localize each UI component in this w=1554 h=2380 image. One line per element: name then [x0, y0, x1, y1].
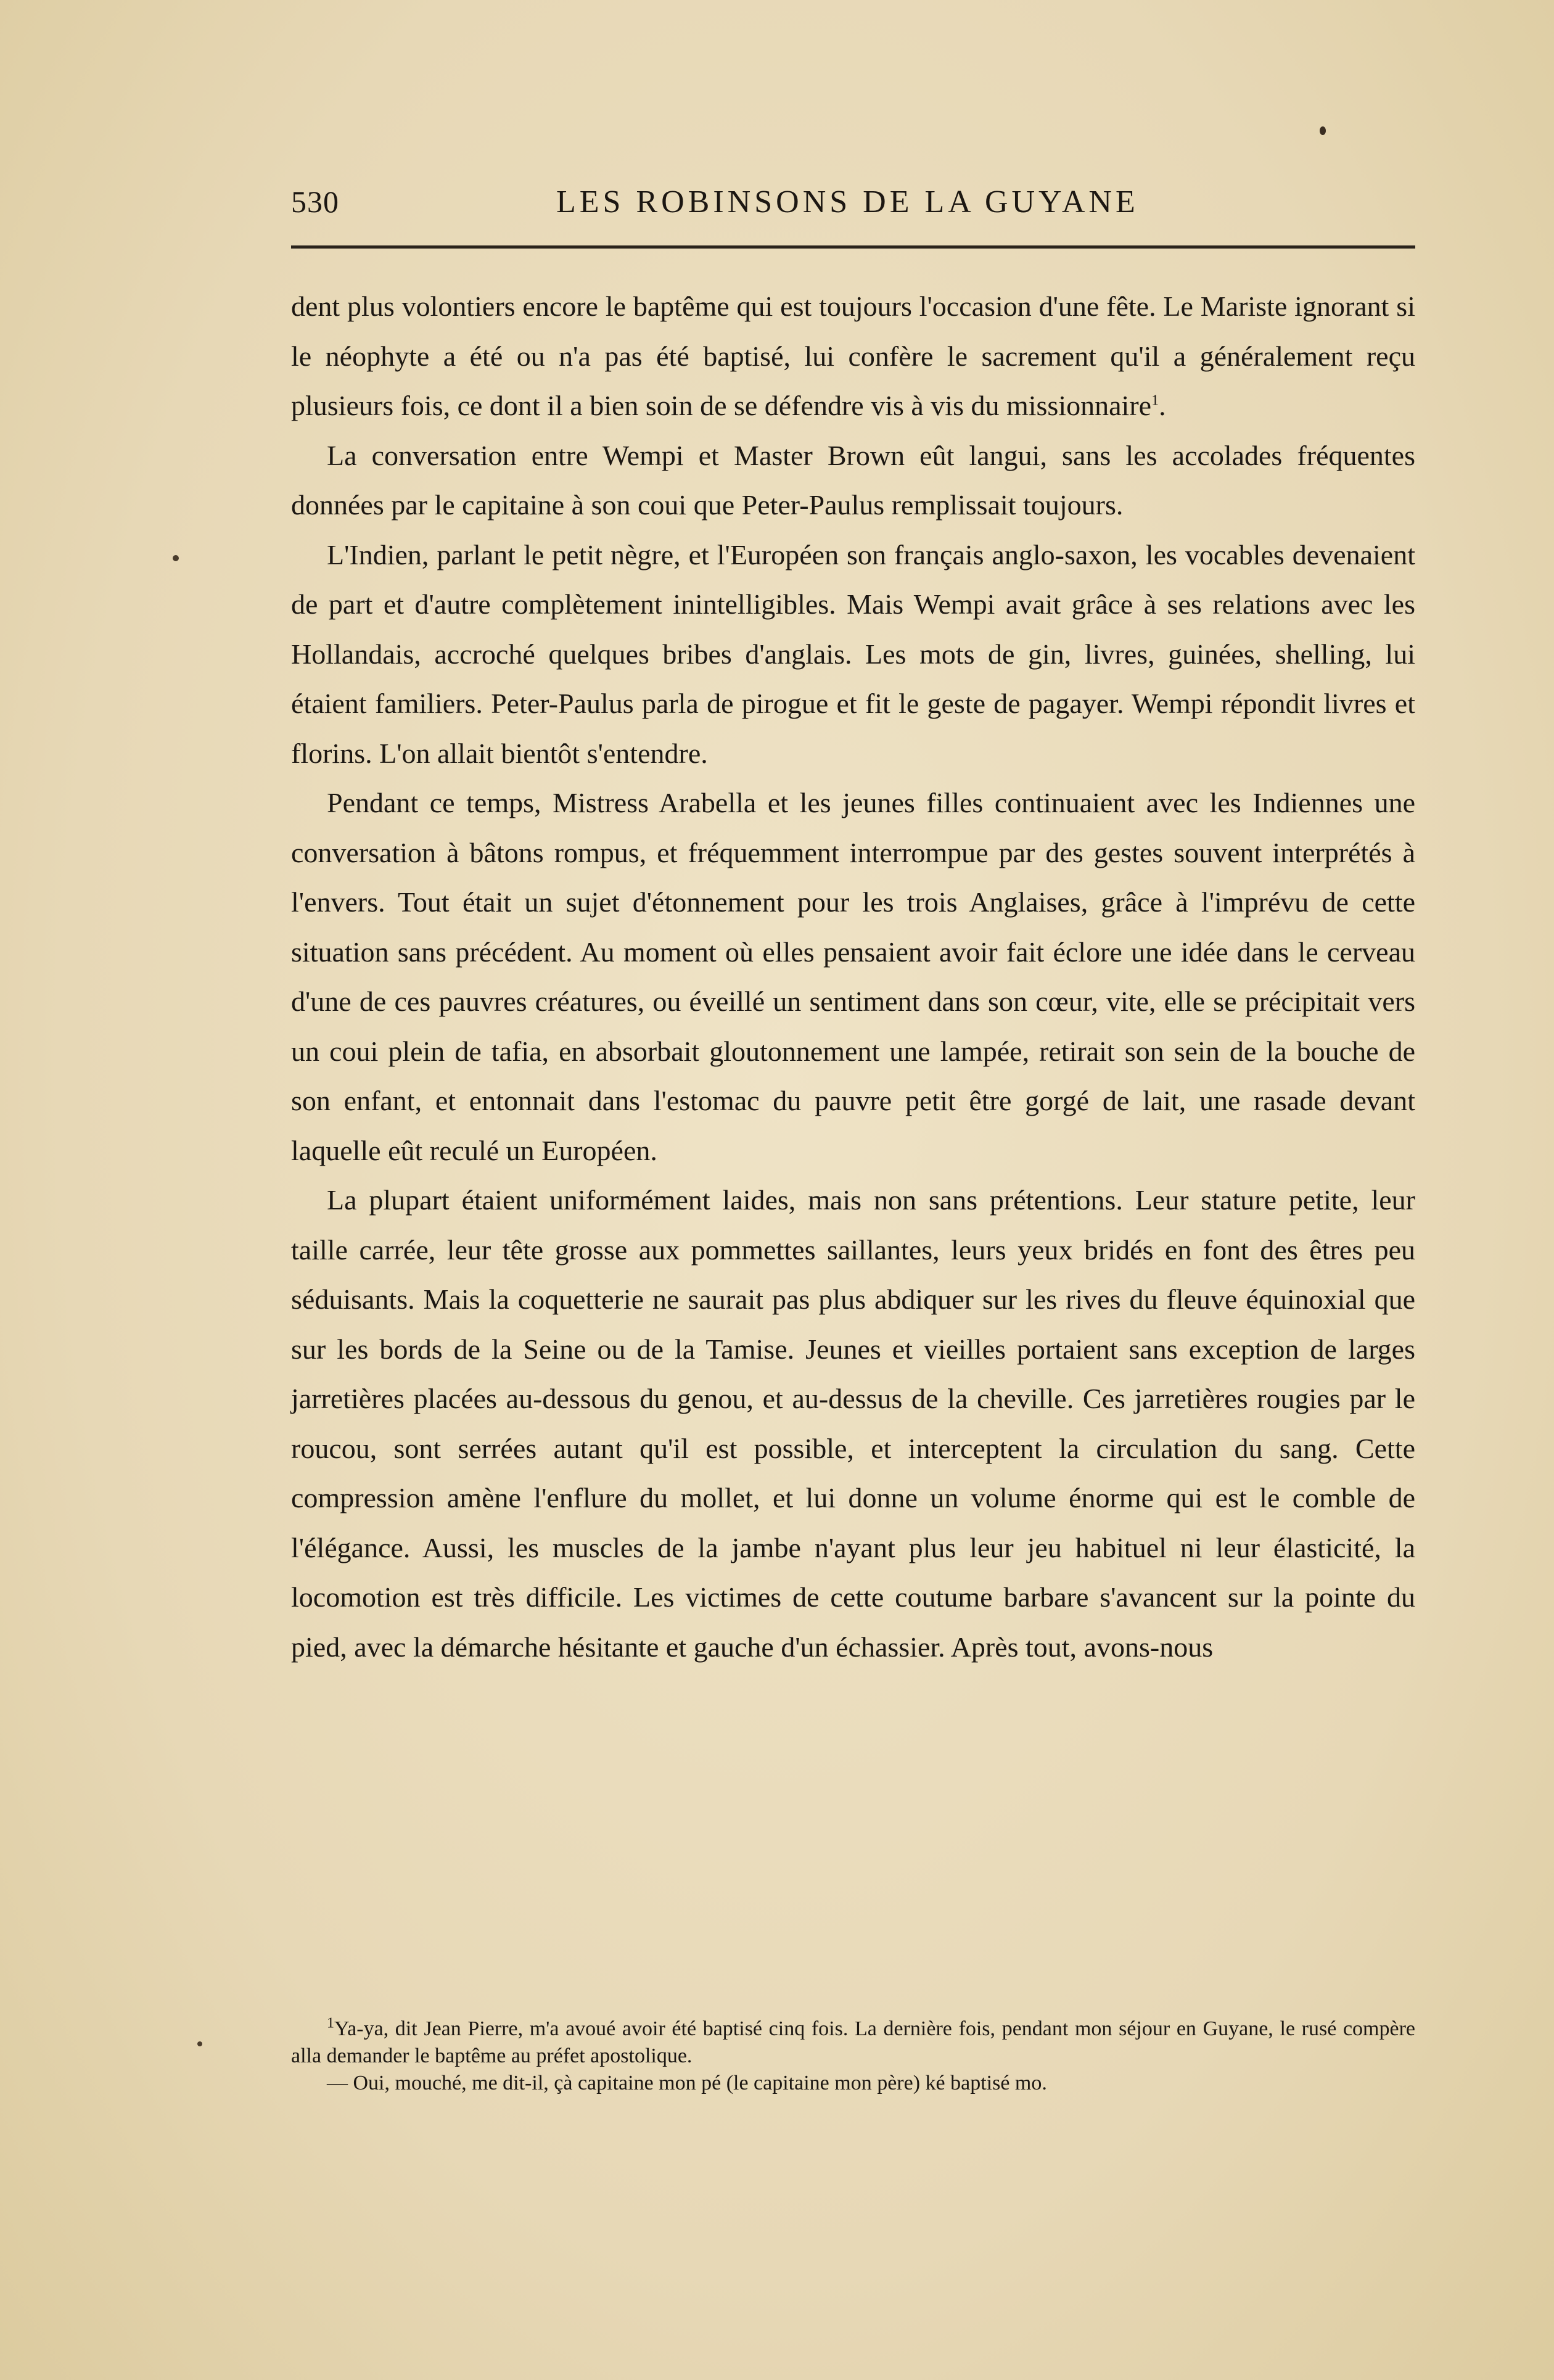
footnote-continuation: — Oui, mouché, me dit-il, çà capitaine mon pé (le capitaine mon père) ké baptisé mo. [327, 2072, 1047, 2094]
paragraph-text: dent plus volontiers encore le baptême qui est toujours l'occasion d'une fête. Le Mariste ignorant si le néophyte a été ou n'a pas été baptisé, lui confère le sacrement qu'il a généralement reçu plusieurs fois, ce dont il a bien soin de se défendre vis à vis du missionnaire [291, 290, 1415, 421]
paper-stain [173, 555, 179, 561]
paragraph: L'Indien, parlant le petit nègre, et l'Européen son français anglo-saxon, les vocables devenaient de part et d'autre complètement inintelligibles. Mais Wempi avait grâce à ses relations avec les Hollandais, accroché quelques bribes d'anglais. Les mots de gin, livres, guinées, shelling, lui étaient familiers. Peter-Paulus parla de pirogue et fit le geste de pagayer. Wempi répondit livres et florins. L'on allait bientôt s'entendre. [291, 538, 1415, 769]
footnote [291, 2016, 1415, 2070]
paragraph-continued [291, 282, 1415, 431]
paper-stain [197, 2041, 202, 2046]
paragraph: La conversation entre Wempi et Master Brown eût langui, sans les accolades fréquentes données par le capitaine à son coui que Peter-Paulus remplissait toujours. [291, 439, 1415, 521]
page-number: 530 [291, 184, 339, 219]
paragraph-end-punctuation: . [1159, 390, 1166, 421]
paper-stain [1320, 126, 1326, 135]
footnotes [291, 2016, 1415, 2097]
footnote-marker: 1 [327, 2015, 334, 2032]
paragraph: Pendant ce temps, Mistress Arabella et les jeunes filles continuaient avec les Indiennes une conversation à bâtons rompus, et fréquemment interrompue par des gestes souvent interprétés à l'envers. Tout était un sujet d'étonnement pour les trois Anglaises, grâce à l'imprévu de cette situation sans précédent. Au moment où elles pensaient avoir fait éclore une idée dans le cerveau d'une de ces pauvres créatures, ou éveillé un sentiment dans son cœur, vite, elle se précipitait vers un coui plein de tafia, en absorbait gloutonnement une lampée, retirait son sein de la bouche de son enfant, et entonnait dans l'estomac du pauvre petit être gorgé de lait, une rasade devant laquelle eût reculé un Européen. [291, 787, 1415, 1166]
body-text [291, 282, 1415, 1672]
header-rule [291, 245, 1415, 249]
paragraph: La plupart étaient uniformément laides, mais non sans prétentions. Leur stature petite, leur taille carrée, leur tête grosse aux pommettes saillantes, leurs yeux bridés en font des êtres peu séduisants. Mais la coquetterie ne saurait pas plus abdiquer sur les rives du fleuve équinoxial que sur les bords de la Seine ou de la Tamise. Jeunes et vieilles portaient sans exception de larges jarretières placées au-dessous du genou, et au-dessus de la cheville. Ces jarretières rougies par le roucou, sont serrées autant qu'il est possible, et interceptent la circulation du sang. Cette compression amène l'enflure du mollet, et lui donne un volume énorme qui est le comble de l'élégance. Aussi, les muscles de la jambe n'ayant plus leur jeu habituel ni leur élasticité, la locomotion est très difficile. Les victimes de cette coutume barbare s'avancent sur la pointe du pied, avec la démarche hésitante et gauche d'un échassier. Après tout, avons-nous [291, 1184, 1415, 1663]
page-header [291, 184, 1415, 223]
footnote-text: Ya-ya, dit Jean Pierre, m'a avoué avoir été baptisé cinq fois. La dernière fois, pendant mon séjour en Guyane, le rusé compère alla demander le baptême au préfet apostolique. [291, 2017, 1415, 2067]
footnote-reference: 1 [1151, 392, 1159, 409]
running-title: LES ROBINSONS DE LA GUYANE [556, 184, 1139, 220]
